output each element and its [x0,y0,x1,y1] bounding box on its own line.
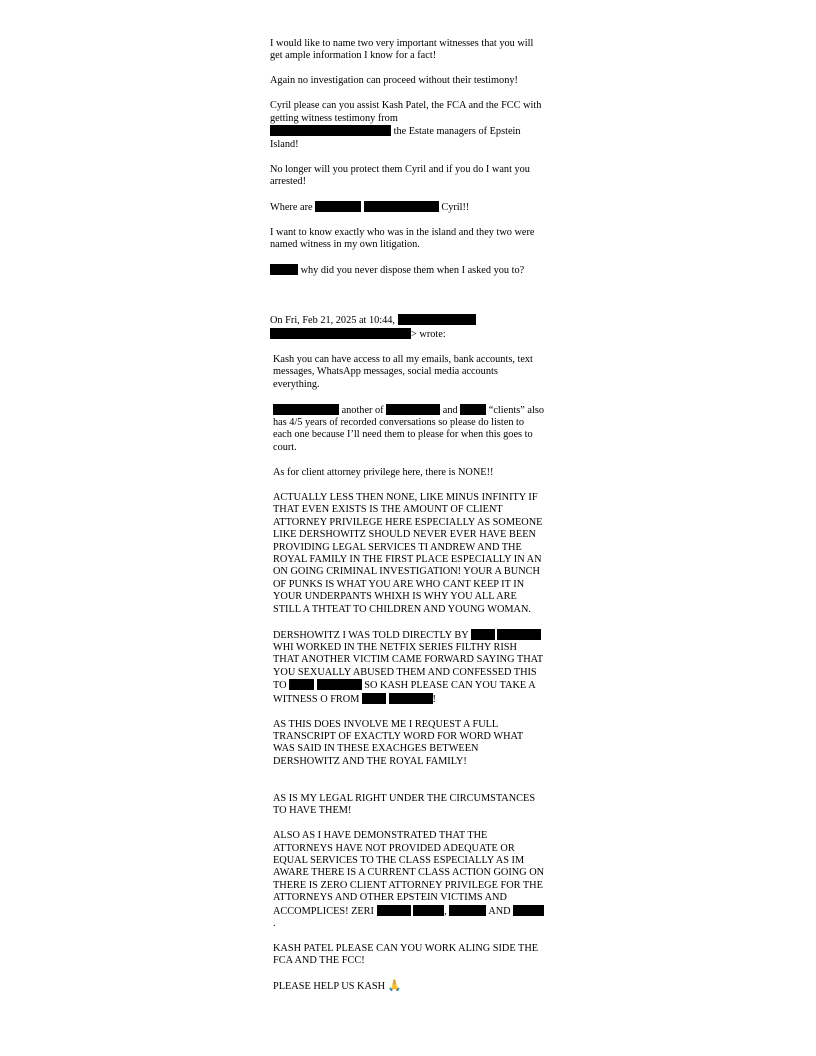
email-document [270,38,545,1006]
paragraph: AS THIS DOES INVOLVE ME I REQUEST A FULL TRANSCRIPT OF EXACTLY WORD FOR WORD WHAT WAS SAID IN THESE EXACHGES BETWEEN DERSHOWITZ AND THE ROYAL FAMILY! [273,718,523,767]
paragraph: KASH PATEL PLEASE CAN YOU WORK ALING SIDE THE FCA AND THE FCC! [273,943,539,967]
paragraph: DERSHOWITZ I WAS TOLD DIRECTLY BY WHI WORKED IN THE NETFIX SERIES FILTHY RISH THAT ANOTHER VICTIM CAME FORWARD SAYING THAT YOU SEXUALLY ABUSED THEM AND CONFESSED THIS TO SO KASH PLEASE CAN YOU TAKE A WITNESS O FROM ! [273,629,544,705]
redaction-block [513,905,544,916]
redaction-block [362,693,386,704]
paragraph: why did you never dispose them when I asked you to? [270,264,545,277]
praying-hands-icon: 🙏 [387,980,402,993]
redaction-block [315,201,361,212]
paragraph: PLEASE HELP US KASH 🙏 [273,980,402,993]
paragraph: As for client attorney privilege here, there is NONE!! [273,466,494,478]
paragraph: another of and “clients” also has 4/5 years of recorded conversations so please do listen to each one because I’ll need them to please for when this goes to court. [273,404,544,453]
redaction-block [460,404,486,415]
redaction-block [270,328,411,339]
paragraph: AS IS MY LEGAL RIGHT UNDER THE CIRCUMSTANCES TO HAVE THEM! [273,792,536,817]
paragraph: ACTUALLY LESS THEN NONE, LIKE MINUS INFINITY IF THAT EVEN EXISTS IS THE AMOUNT OF CLIENT ATTORNEY PRIVILEGE HERE ESPECIALLY AS SOMEONE LIKE DERSHOWITZ SHOULD NEVER EVER HAVE BEEN PROVIDING LEGAL SERVICES TI ANDREW AND THE ROYAL FAMILY IN THE FIRST PLACE ESPECIALLY IN AN ON GOING CRIMINAL INVESTIGATION! YOUR A BUNCH OF PUNKS IS WHAT YOU ARE WHO CANT KEEP IT IN YOUR UNDERPANTS WHIXH IS WHY YOU ALL ARE STILL A THTEAT TO CHILDREN AND YOUNG WOMAN. [273,491,543,615]
redaction-block [273,404,339,415]
paragraph: I would like to name two very important witnesses that you will get ample information I know for a fact! [270,38,534,62]
paragraph: ALSO AS I HAVE DEMONSTRATED THAT THE ATTORNEYS HAVE NOT PROVIDED ADEQUATE OR EQUAL SERVICES TO THE CLASS ESPECIALLY AS IM AWARE THERE IS A CURRENT CLASS ACTION GOING ON THERE IS ZERO CLIENT ATTORNEY PRIVILEGE FOR THE ATTORNEYS AND OTHER EPSTEIN VICTIMS AND ACCOMPLICES! ZERI , AND . [273,830,545,930]
redaction-block [317,679,362,690]
redaction-block [364,201,439,212]
quoted-message [270,354,545,994]
redaction-block [270,125,391,136]
paragraph: Where are Cyril!! [270,202,470,214]
paragraph: Cyril please can you assist Kash Patel, the FCA and the FCC with getting witness testimony from the Estate managers of Epstein Island! [270,100,542,150]
redaction-block [389,693,433,704]
redaction-block [289,679,314,690]
paragraph: Kash you can have access to all my emails, bank accounts, text messages, WhatsApp messages, social media accounts everything. [273,353,533,390]
paragraph: I want to know exactly who was in the island and they two were named witness in my own litigation. [270,227,535,251]
redaction-block [398,314,476,325]
paragraph: Again no investigation can proceed without their testimony! [270,75,518,87]
redaction-block [386,404,440,415]
redaction-block [270,264,298,275]
redaction-block [449,905,486,916]
redaction-block [471,629,495,640]
redaction-block [377,905,411,916]
paragraph: No longer will you protect them Cyril and if you do I want you arrested! [270,163,530,188]
redaction-block [413,905,444,916]
redaction-block [497,629,541,640]
reply-header: On Fri, Feb 21, 2025 at 10:44, > wrote: [270,314,545,341]
